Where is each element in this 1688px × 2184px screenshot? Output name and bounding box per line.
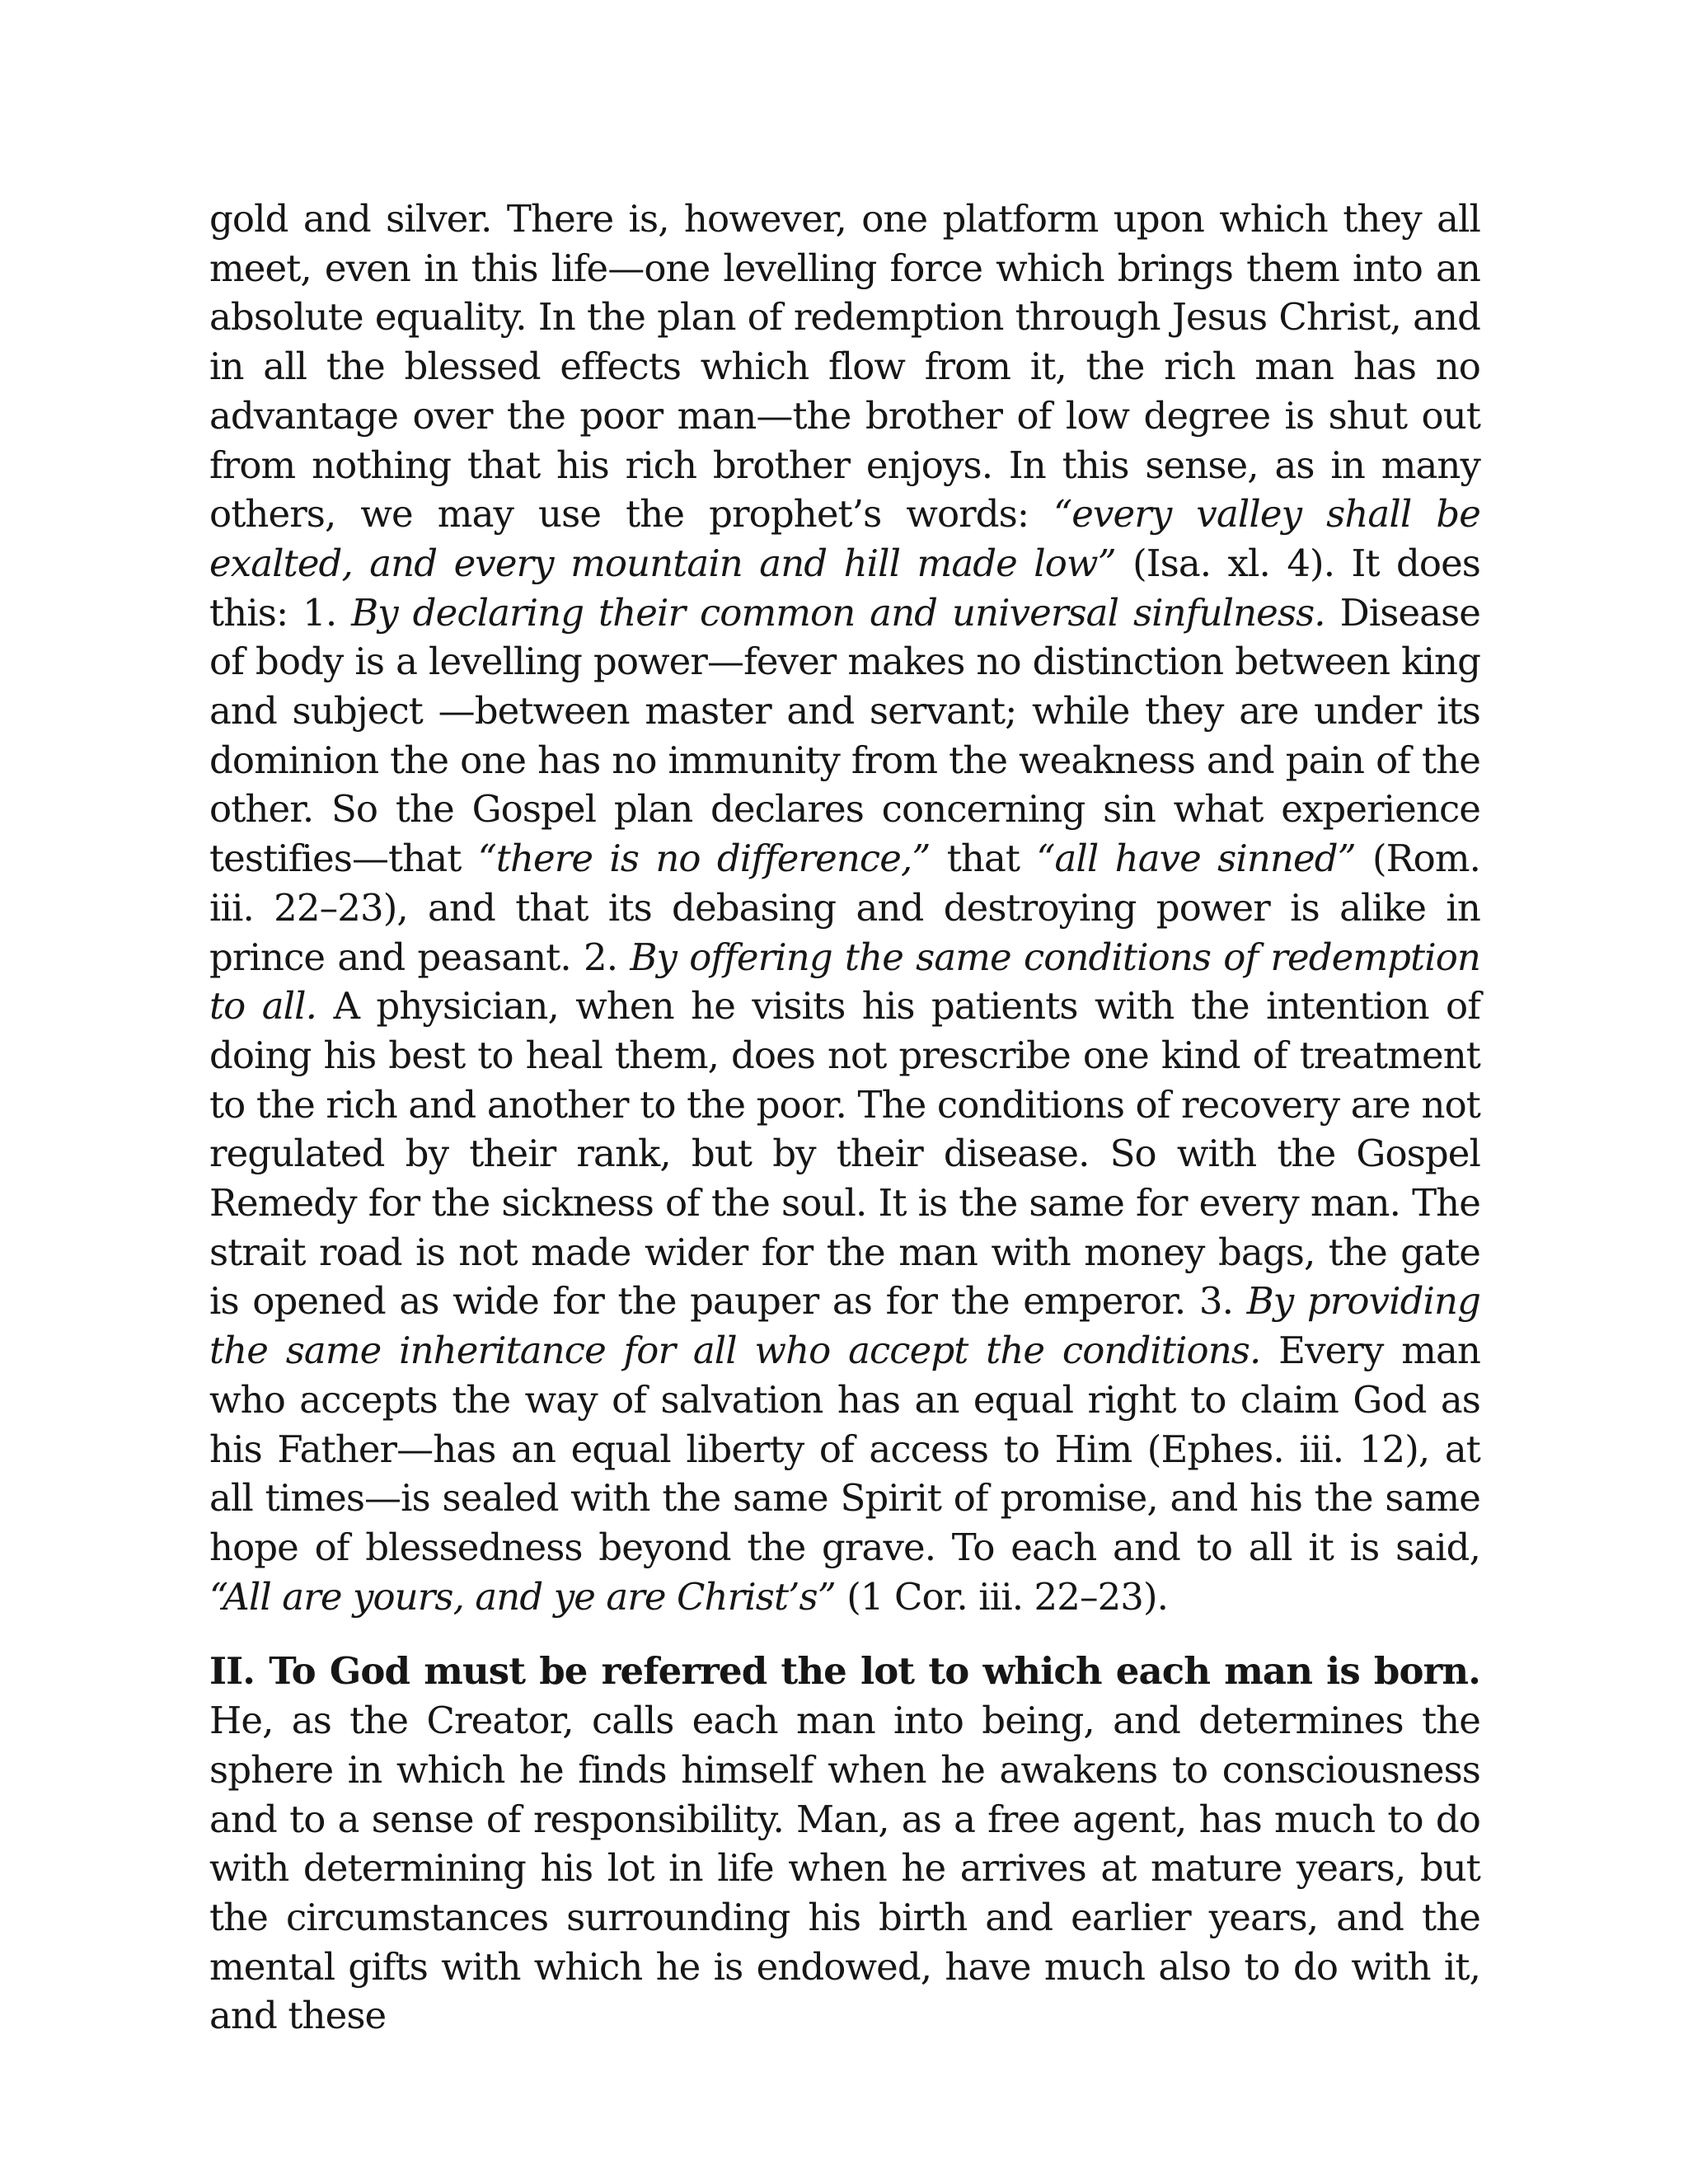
paragraph-section-two	[209, 1647, 1480, 2041]
text-run: Every man who accepts the way of salvation has an equal right to claim God as his Father—has an equal liberty of access to Him (Ephes. iii. 12), at all times—is sealed with the same Spirit of promise, and his the same hope of blessedness beyond the grave. To each and to all it is said,	[209, 1329, 1480, 1569]
text-run: that	[930, 837, 1037, 881]
text-run: A physician, when he visits his patients with the intention of doing his best to heal them, does not prescribe one kind of treatment to the rich and another to the poor. The conditions of recovery are not regulated by their rank, but by their disease. So with the Gospel Remedy for the sickness of the soul. It is the same for every man. The strait road is not made wider for the man with money bags, the gate is opened as wide for the pauper as for the emperor. 3.	[209, 984, 1480, 1324]
text-run: (Isa. xl. 4). It does this: 1.	[209, 541, 1480, 635]
section-heading: II. To God must be referred the lot to which each man is born.	[209, 1649, 1480, 1694]
text-run: (Rom. iii. 22–23), and that its debasing and destroying power is alike in prince and peasant. 2.	[209, 837, 1480, 979]
text-run: He, as the Creator, calls each man into being, and determines the sphere in which he finds himself when he awakens to consciousness and to a sense of responsibility. Man, as a free agent, has much to do with determining his lot in life when he arrives at mature years, but the circumstances surrounding his birth and earlier years, and the mental gifts with which he is endowed, have much also to do with it, and these	[209, 1699, 1480, 2038]
text-run: gold and silver. There is, however, one platform upon which they all meet, even in this life—one levelling force which brings them into an absolute equality. In the plan of redemption through Jesus Christ, and in all the blessed effects which flow from it, the rich man has no advantage over the poor man—the brother of low degree is shut out from nothing that his rich brother enjoys. In this sense, as in many others, we may use the prophet’s words:	[209, 197, 1480, 537]
page-body	[209, 194, 1480, 2041]
text-run: Disease of body is a levelling power—fever makes no distinction between king and subject —between master and servant; while they are under its dominion the one has no immunity from the weakness and pain of the other. So the Gospel plan declares concerning sin what experience testifies—that	[209, 590, 1481, 881]
text-run-italic: By offering the same conditions of redemption to all.	[209, 935, 1481, 1029]
text-run: (1 Cor. iii. 22–23).	[835, 1574, 1169, 1619]
text-run-italic: “all have sinned”	[1036, 837, 1356, 881]
text-run-italic: “every valley shall be exalted, and every mountain and hill made low”	[209, 492, 1480, 585]
text-run-italic: “there is no difference,”	[477, 837, 931, 881]
text-run-italic: “All are yours, and ye are Christ’s”	[209, 1574, 836, 1619]
paragraph-levelling-force	[209, 194, 1480, 1621]
text-run-italic: By declaring their common and universal sinfulness.	[351, 590, 1325, 635]
text-run-italic: By providing the same inheritance for all who accept the conditions.	[209, 1279, 1480, 1373]
